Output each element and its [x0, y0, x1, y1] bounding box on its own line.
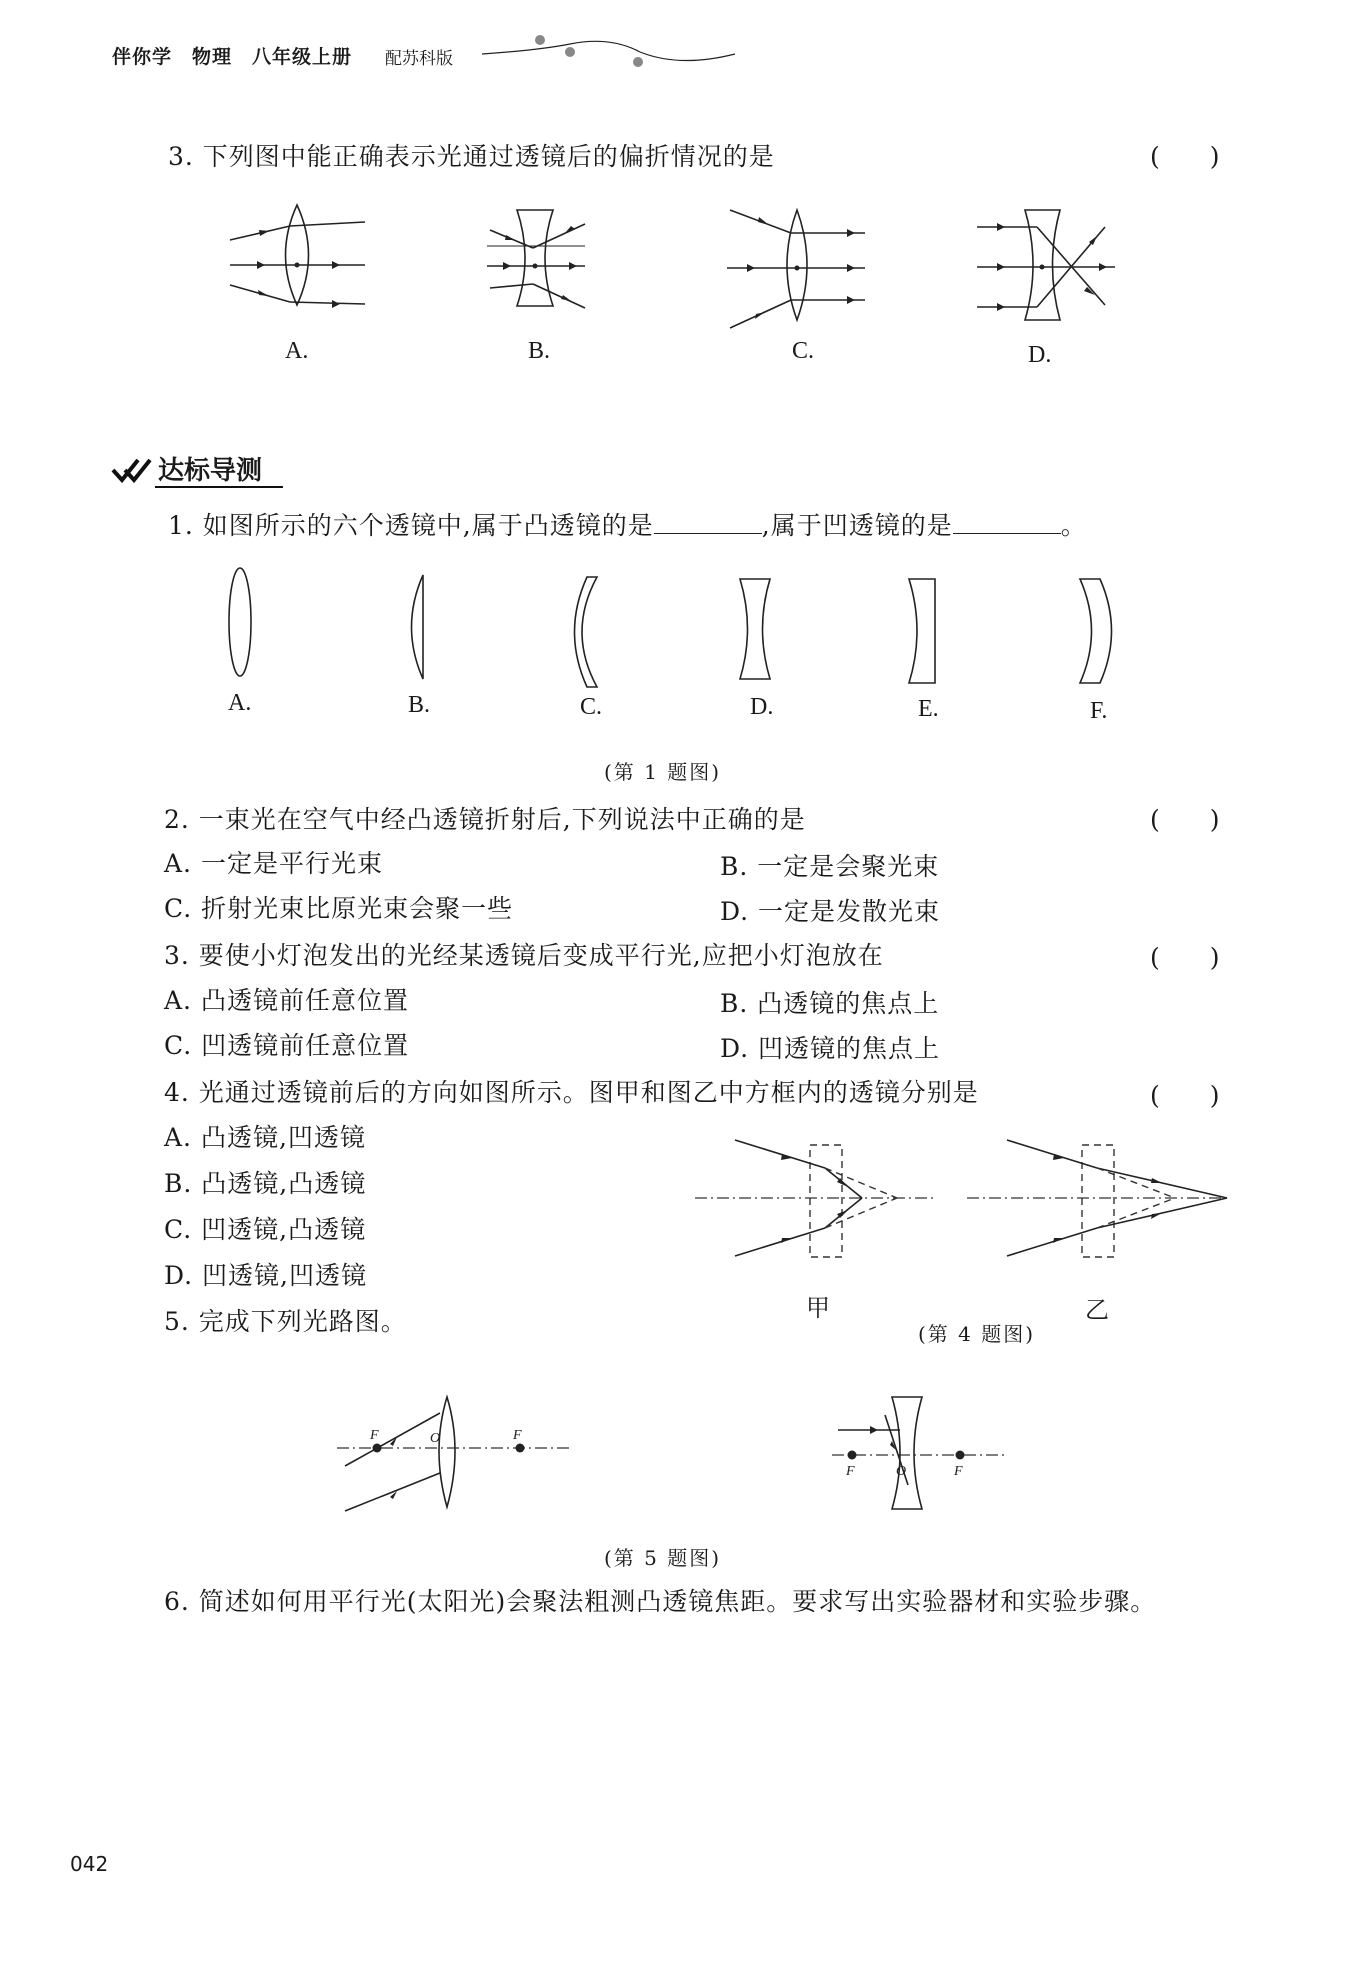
q1-text-b: ,属于凹透镜的是 — [761, 511, 953, 540]
q5-figure-convex — [335, 1395, 575, 1515]
checkmark-icon — [110, 456, 154, 486]
q3-top-figure-a — [225, 200, 375, 310]
q2-text: 2. 一束光在空气中经凸透镜折射后,下列说法中正确的是 — [164, 805, 806, 834]
q5-label-f-right-2: F — [954, 1464, 963, 1479]
q1-label-d: D. — [750, 694, 774, 720]
q4-figure-yi — [962, 1130, 1232, 1270]
q4-option-b[interactable]: B. 凸透镜,凸透镜 — [164, 1169, 367, 1198]
q1-blank-convex[interactable] — [654, 513, 762, 534]
q5-caption: (第 5 题图) — [604, 1546, 722, 1570]
header-title: 伴你学 物理 八年级上册 — [112, 46, 353, 68]
section-title-underline — [155, 486, 283, 488]
q3-top-label-a: A. — [285, 338, 309, 364]
q4-option-c[interactable]: C. 凹透镜,凸透镜 — [164, 1215, 367, 1244]
page-number: 042 — [70, 1852, 109, 1876]
q3-answer-paren: ( ) — [1150, 943, 1220, 972]
q1-text-c: 。 — [1060, 511, 1087, 540]
q1-lens-a — [220, 565, 260, 680]
q5-figure-concave — [830, 1395, 1010, 1515]
q3-option-b[interactable]: B. 凸透镜的焦点上 — [720, 989, 940, 1018]
q4-figure-jia — [690, 1130, 940, 1270]
q3-top-answer-paren: ( ) — [1150, 142, 1220, 171]
q2-option-d[interactable]: D. 一定是发散光束 — [720, 897, 941, 926]
q5-label-o-2: O — [896, 1464, 907, 1479]
q3-text: 3. 要使小灯泡发出的光经某透镜后变成平行光,应把小灯泡放在 — [164, 941, 884, 970]
q3-top-label-d: D. — [1028, 342, 1052, 368]
q3-option-d[interactable]: D. 凹透镜的焦点上 — [720, 1034, 941, 1063]
q5-label-f-left-2: F — [846, 1464, 855, 1479]
q4-figure-label-jia: 甲 — [806, 1296, 830, 1322]
q4-option-d[interactable]: D. 凹透镜,凹透镜 — [164, 1261, 367, 1290]
q4-caption: (第 4 题图) — [918, 1322, 1036, 1346]
q1-lens-d — [735, 577, 775, 682]
section-title: 达标导测 — [158, 456, 263, 486]
q3-option-a[interactable]: A. 凸透镜前任意位置 — [164, 986, 409, 1015]
q1-label-f: F. — [1090, 698, 1108, 724]
header-edition: 配苏科版 — [385, 49, 453, 69]
q4-answer-paren: ( ) — [1150, 1081, 1220, 1110]
q1-text — [168, 506, 1087, 542]
q3-top-label-c: C. — [792, 338, 815, 364]
q6-answer-area[interactable] — [164, 1640, 1204, 1830]
q2-option-b[interactable]: B. 一定是会聚光束 — [720, 852, 940, 881]
q1-lens-c — [562, 575, 602, 690]
q4-option-a[interactable]: A. 凸透镜,凹透镜 — [164, 1123, 366, 1152]
q3-top-figure-c — [725, 200, 875, 330]
q3-top-text: 3. 下列图中能正确表示光通过透镜后的偏折情况的是 — [168, 142, 775, 171]
q2-answer-paren: ( ) — [1150, 805, 1220, 834]
q1-label-c: C. — [580, 694, 603, 720]
q3-top-figure-d — [975, 205, 1125, 325]
q1-blank-concave[interactable] — [953, 513, 1061, 534]
q1-text-a: 1. 如图所示的六个透镜中,属于凸透镜的是 — [168, 511, 654, 540]
q1-label-a: A. — [228, 690, 252, 716]
q1-label-e: E. — [918, 696, 939, 722]
q4-text: 4. 光通过透镜前后的方向如图所示。图甲和图乙中方框内的透镜分别是 — [164, 1078, 979, 1107]
q6-text: 6. 简述如何用平行光(太阳光)会聚法粗测凸透镜焦距。要求写出实验器材和实验步骤。 — [164, 1587, 1157, 1616]
q2-option-a[interactable]: A. 一定是平行光束 — [164, 849, 383, 878]
q3-top-label-b: B. — [528, 338, 551, 364]
q1-lens-f — [1075, 577, 1120, 687]
q3-option-c[interactable]: C. 凹透镜前任意位置 — [164, 1031, 410, 1060]
header-decoration — [480, 30, 740, 70]
q1-caption: (第 1 题图) — [604, 760, 722, 784]
q2-option-c[interactable]: C. 折射光束比原光束会聚一些 — [164, 894, 514, 923]
q1-label-b: B. — [408, 692, 431, 718]
q5-text: 5. 完成下列光路图。 — [164, 1307, 407, 1336]
q3-top-figure-b — [485, 208, 595, 308]
q5-label-o: O — [430, 1431, 441, 1446]
q1-lens-b — [395, 572, 435, 682]
q5-label-f-left: F — [370, 1428, 379, 1443]
q5-label-f-right: F — [513, 1428, 522, 1443]
q1-lens-e — [905, 577, 945, 687]
q4-figure-label-yi: 乙 — [1085, 1298, 1109, 1324]
